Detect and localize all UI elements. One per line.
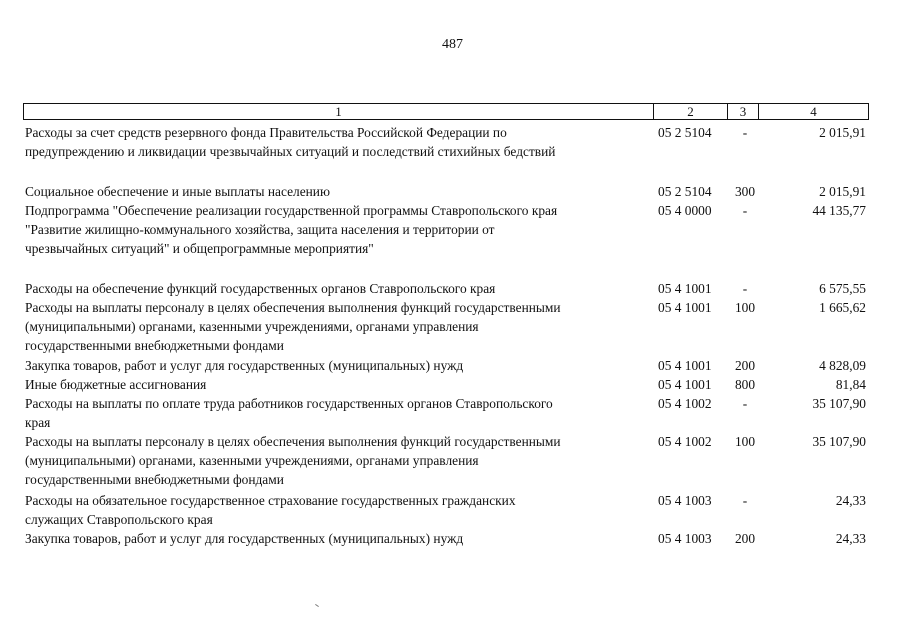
row-name: Подпрограмма "Обеспечение реализации государственной программы Ставропольского края "Развитие жилищно-коммунального хозяйства, защита населения и территории от чрезвычайных ситуаций" и общепрограммные мероприятия" — [25, 203, 558, 257]
row-type: 200 — [734, 531, 756, 546]
row-amount: 2 015,91 — [819, 184, 866, 199]
header-col-1: 1 — [24, 104, 654, 119]
row-name: Расходы на выплаты персоналу в целях обеспечения выполнения функций государственными (муниципальными) органами, казенными учреждениями, органами управления государственными внебюджетными фондами — [25, 434, 561, 488]
row-name: Закупка товаров, работ и услуг для государственных (муниципальных) нужд — [25, 358, 464, 373]
row-type: 800 — [734, 377, 756, 392]
row-type: - — [742, 396, 748, 411]
table-header-row — [23, 103, 869, 120]
budget-table-body — [0, 123, 905, 548]
row-code: 05 4 1003 — [658, 531, 712, 546]
row-code: 05 4 1002 — [658, 434, 712, 449]
row-code: 05 4 0000 — [658, 203, 712, 218]
table-row — [0, 432, 905, 491]
row-amount: 1 665,62 — [819, 300, 866, 315]
row-amount: 44 135,77 — [812, 203, 866, 218]
row-name: Закупка товаров, работ и услуг для государственных (муниципальных) нужд — [25, 531, 464, 546]
row-code: 05 4 1001 — [658, 358, 712, 373]
table-row — [0, 182, 905, 201]
table-row — [0, 529, 905, 548]
table-row — [0, 279, 905, 298]
row-type: 200 — [734, 358, 756, 373]
row-type: 100 — [734, 434, 756, 449]
row-code: 05 2 5104 — [658, 184, 712, 199]
table-row — [0, 201, 905, 279]
row-amount: 24,33 — [835, 493, 866, 508]
row-amount: 24,33 — [835, 531, 866, 546]
table-row — [0, 298, 905, 356]
row-amount: 35 107,90 — [812, 434, 866, 449]
row-amount: 6 575,55 — [819, 281, 866, 296]
row-name: Расходы за счет средств резервного фонда Правительства Российской Федерации по предупреждению и ликвидации чрезвычайных ситуаций и последствий стихийных бедствий — [25, 125, 556, 160]
header-col-3: 3 — [728, 104, 759, 119]
header-col-2: 2 — [654, 104, 728, 119]
table-row — [0, 394, 905, 432]
row-amount: 35 107,90 — [812, 396, 866, 411]
table-row — [0, 123, 905, 182]
row-name: Расходы на выплаты персоналу в целях обеспечения выполнения функций государственными (муниципальными) органами, казенными учреждениями, органами управления государственными внебюджетными фондами — [25, 300, 561, 354]
header-col-4: 4 — [810, 104, 817, 119]
row-amount: 81,84 — [835, 377, 866, 392]
row-type: - — [742, 203, 748, 218]
table-row — [0, 491, 905, 529]
row-code: 05 4 1001 — [658, 300, 712, 315]
row-type: 100 — [734, 300, 756, 315]
row-code: 05 4 1001 — [658, 377, 712, 392]
row-type: 300 — [734, 184, 756, 199]
row-name: Расходы на обязательное государственное страхование государственных гражданских служащих Ставропольского края — [25, 493, 516, 528]
row-type: - — [742, 125, 748, 140]
row-code: 05 2 5104 — [658, 125, 712, 140]
row-name: Социальное обеспечение и иные выплаты населению — [25, 184, 330, 199]
scan-speck — [315, 604, 319, 607]
row-code: 05 4 1001 — [658, 281, 712, 296]
row-code: 05 4 1003 — [658, 493, 712, 508]
row-type: - — [742, 281, 748, 296]
row-name: Расходы на выплаты по оплате труда работников государственных органов Ставропольского края — [25, 396, 553, 431]
table-row — [0, 356, 905, 375]
row-code: 05 4 1002 — [658, 396, 712, 411]
row-name: Расходы на обеспечение функций государственных органов Ставропольского края — [25, 281, 496, 296]
table-row — [0, 375, 905, 394]
row-name: Иные бюджетные ассигнования — [25, 377, 207, 392]
row-amount: 4 828,09 — [819, 358, 866, 373]
row-type: - — [742, 493, 748, 508]
row-amount: 2 015,91 — [819, 125, 866, 140]
page-number: 487 — [442, 37, 463, 52]
